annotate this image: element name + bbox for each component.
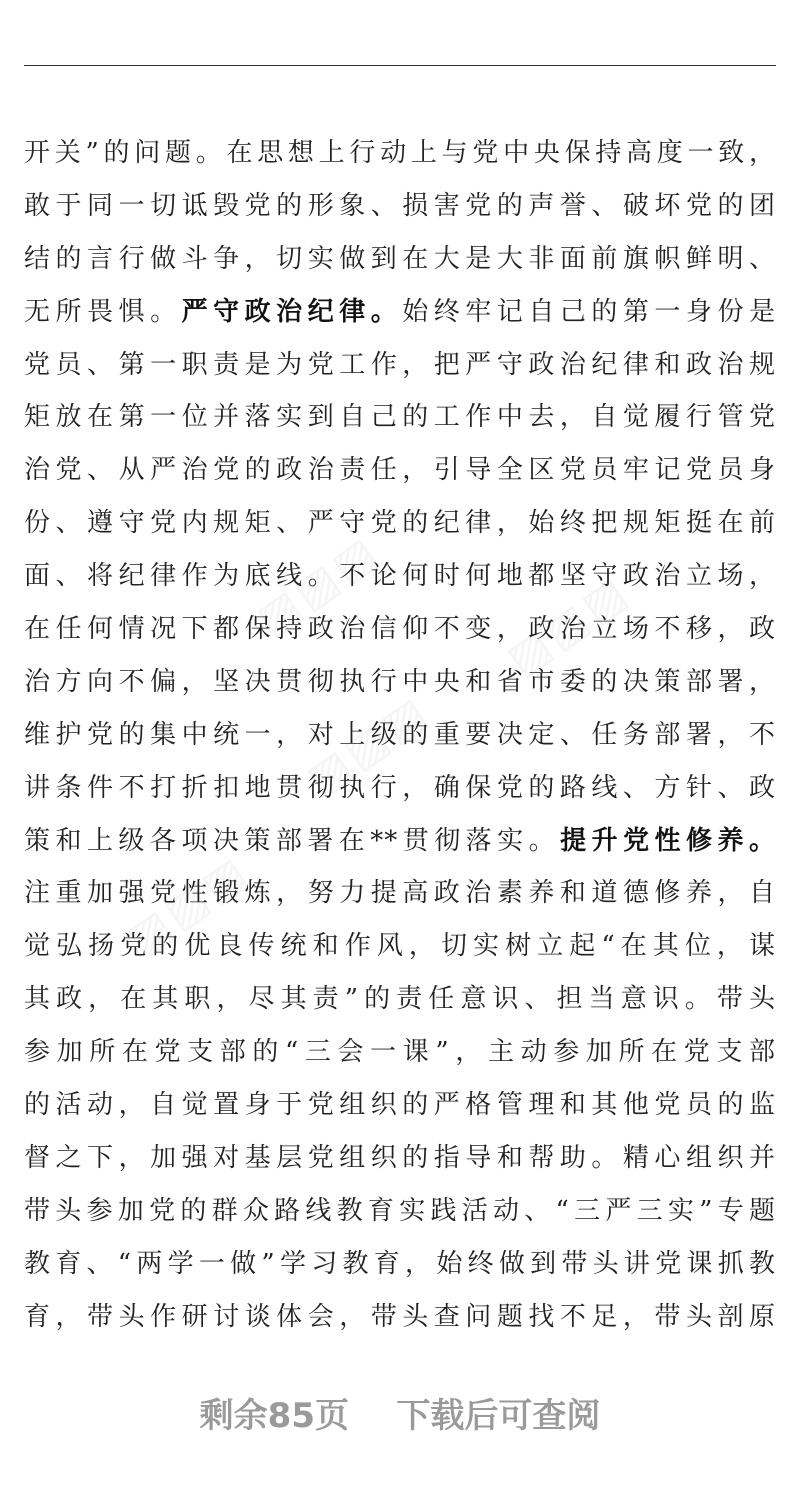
text-segment: 无所畏惧。 [24,296,182,327]
text-line [24,550,776,603]
text-line [24,709,776,762]
watermark: ▨▨▨ [497,565,639,686]
text-line [24,1238,776,1291]
text-segment: 结的言行做斗争，切实做到在大是大非面前旗帜鲜明、 [24,243,776,274]
text-line [24,391,776,444]
text-segment: 督之下，加强对基层党组织的指导和帮助。精心组织并 [24,1142,776,1173]
text-segment: 策和上级各项决策部署在**贯彻落实。 [24,825,561,856]
text-segment: 觉弘扬党的优良传统和作风，切实树立起“在其位，谋 [24,931,776,962]
text-segment: 其政，在其职，尽其责”的责任意识、担当意识。带头 [24,984,776,1015]
text-segment: 始终牢记自己的第一身份是 [402,296,776,327]
text-line [24,339,776,392]
text-line [24,127,776,180]
text-line [24,233,776,286]
text-segment: 注重加强党性锻炼，努力提高政治素养和道德修养，自 [24,878,776,909]
text-line [24,1185,776,1238]
text-line [24,1079,776,1132]
text-line [24,973,776,1026]
text-line [24,920,776,973]
text-line [24,1132,776,1185]
text-line [24,497,776,550]
header-rule [24,65,776,66]
text-line [24,286,776,339]
text-line [24,1026,776,1079]
text-segment: 份、遵守党内规矩、严守党的纪律，始终把规矩挺在前 [24,508,776,539]
text-line [24,762,776,815]
text-line [24,815,776,868]
watermark: ▨▨▨ [117,845,259,966]
text-line [24,180,776,233]
text-segment: 党员、第一职责是为党工作，把严守政治纪律和政治规 [24,349,776,380]
watermark: ▨▨▨ [297,685,439,806]
remaining-pages-banner[interactable]: 剩余85页 下载后可查阅 [199,1396,601,1436]
text-segment: 开关”的问题。在思想上行动上与党中央保持高度一致， [24,138,776,168]
bold-heading: 严守政治纪律。 [181,296,403,327]
text-segment: 在任何情况下都保持政治信仰不变，政治立场不移，政 [24,614,776,645]
text-line [24,656,776,709]
text-line [24,603,776,656]
document-body [24,127,776,1343]
text-line [24,1291,776,1344]
text-segment: 参加所在党支部的“三会一课”，主动参加所在党支部 [24,1037,776,1068]
text-segment: 带头参加党的群众路线教育实践活动、“三严三实”专题 [24,1195,776,1226]
text-segment: 维护党的集中统一，对上级的重要决定、任务部署，不 [24,719,776,750]
text-segment: 面、将纪律作为底线。不论何时何地都坚守政治立场， [24,561,776,592]
text-line [24,867,776,920]
text-segment: 矩放在第一位并落实到自己的工作中去，自觉履行管党 [24,402,776,433]
text-segment: 讲条件不打折扣地贯彻执行，确保党的路线、方针、政 [24,772,776,803]
text-segment: 治党、从严治党的政治责任，引导全区党员牢记党员身 [24,455,776,486]
watermark: ▨▨▨ [247,525,389,646]
text-segment: 育，带头作研讨谈体会，带头查问题找不足，带头剖原 [24,1301,776,1332]
previous-page-text-fragment [24,0,776,8]
text-segment: 敢于同一切诋毁党的形象、损害党的声誉、破坏党的团 [24,190,776,221]
bold-heading: 提升党性修养。 [560,825,776,856]
text-segment: 治方向不偏，坚决贯彻执行中央和省市委的决策部署， [24,666,776,697]
text-segment: 的活动，自觉置身于党组织的严格管理和其他党员的监 [24,1090,776,1121]
text-segment: 教育、“两学一做”学习教育，始终做到带头讲党课抓教 [24,1248,776,1279]
text-line [24,444,776,497]
